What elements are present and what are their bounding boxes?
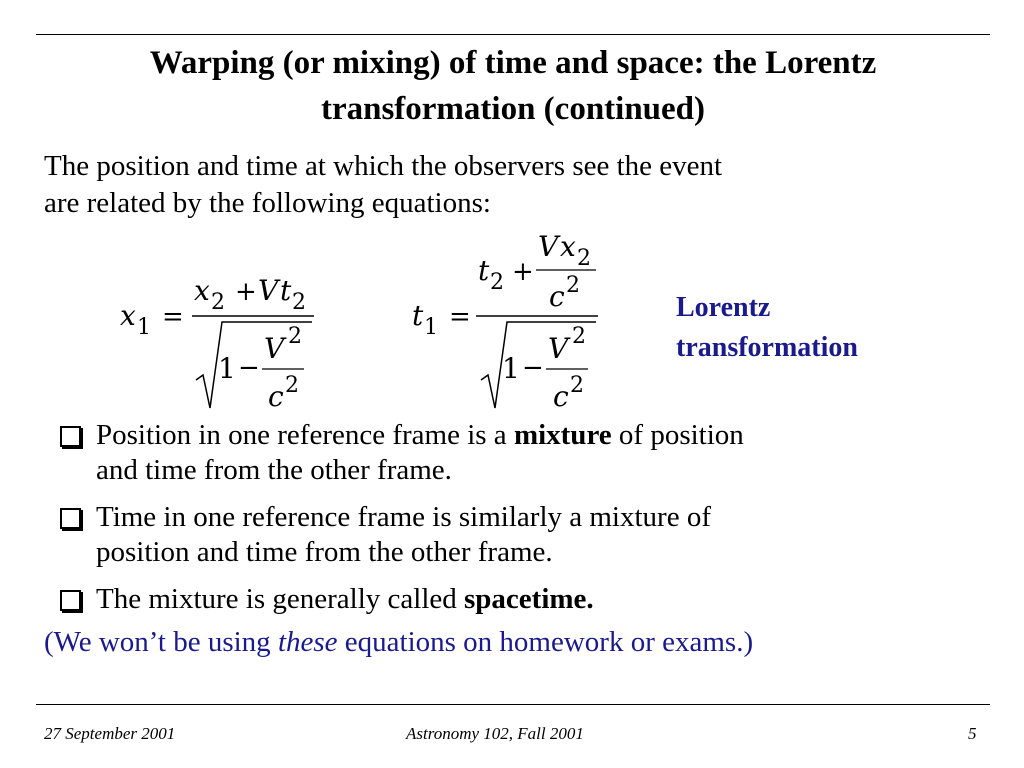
bullet-bold-term: mixture [513,419,612,451]
var-t-lhs: t [412,299,424,332]
bullet-item [56,418,976,488]
note-text: equations on homework or exams.) [337,626,754,658]
var-V: V [264,332,285,365]
note-text: (We won’t be using [44,626,278,658]
bullet-item [56,582,976,617]
top-rule [36,34,990,35]
checkbox-bullet-icon [60,590,81,611]
bottom-rule [36,704,990,705]
equals-sign: = [449,302,471,332]
bullet-line [96,582,976,617]
bullet-text: The mixture is generally called [96,583,464,615]
var-c: c [553,380,569,413]
x1-equation [120,274,314,413]
bullet-line: position and time from the other frame. [96,536,553,568]
note-emphasis: these [277,626,338,658]
var-V: V [548,332,569,365]
bullet-item [56,500,976,570]
number-one: 1 [502,352,520,385]
t1-equation [412,230,598,413]
var-x-lhs: x [120,299,136,332]
var-V: V [258,274,279,307]
slide-title [36,40,990,132]
lorentz-label-line-1: Lorentz [676,292,771,323]
checkbox-bullet-icon [60,426,81,447]
bullet-line: Time in one reference frame is similarly a mixture of [96,501,711,533]
footer-date: 27 September 2001 [44,724,176,743]
var-x: x [560,230,576,263]
intro-paragraph [44,148,974,222]
footer-course: Astronomy 102, Fall 2001 [406,724,584,743]
equals-sign: = [162,302,184,332]
footer-page-number: 5 [968,724,977,743]
bullet-line: and time from the other frame. [96,454,452,486]
sup-2: 2 [285,373,299,398]
var-c: c [549,280,565,313]
lorentz-equations [0,230,680,415]
intro-line-1: The position and time at which the observers see the event [44,150,723,182]
number-one: 1 [218,352,236,385]
sup-2: 2 [566,273,580,298]
bullet-list [56,418,976,629]
homework-note [44,624,984,660]
var-V: V [538,230,559,263]
bullet-text: of position [611,419,744,451]
sup-2: 2 [572,324,586,349]
plus-sign: + [235,277,257,307]
lorentz-transformation-label [676,288,858,368]
var-t: t [478,254,490,287]
bullet-text: Position in one reference frame is a [96,419,514,451]
var-t: t [280,274,292,307]
bullet-bold-term: spacetime. [464,583,594,615]
bullet-line [96,418,976,453]
intro-line-2: are related by the following equations: [44,187,491,219]
sup-2: 2 [288,324,302,349]
var-x: x [194,274,210,307]
lorentz-label-line-2: transformation [676,332,858,363]
sub-2: 2 [490,270,504,295]
sup-2: 2 [570,373,584,398]
sub-2: 2 [292,290,306,315]
title-line-1: Warping (or mixing) of time and space: the Lorentz [149,45,877,81]
plus-sign: + [512,257,534,287]
sub-1: 1 [424,315,438,340]
title-line-2: transformation (continued) [320,91,706,127]
checkbox-bullet-icon [60,508,81,529]
sub-2: 2 [577,246,591,271]
minus-sign: − [238,353,260,383]
minus-sign: − [522,353,544,383]
var-c: c [268,380,284,413]
sub-2: 2 [211,290,225,315]
sub-1: 1 [137,315,151,340]
